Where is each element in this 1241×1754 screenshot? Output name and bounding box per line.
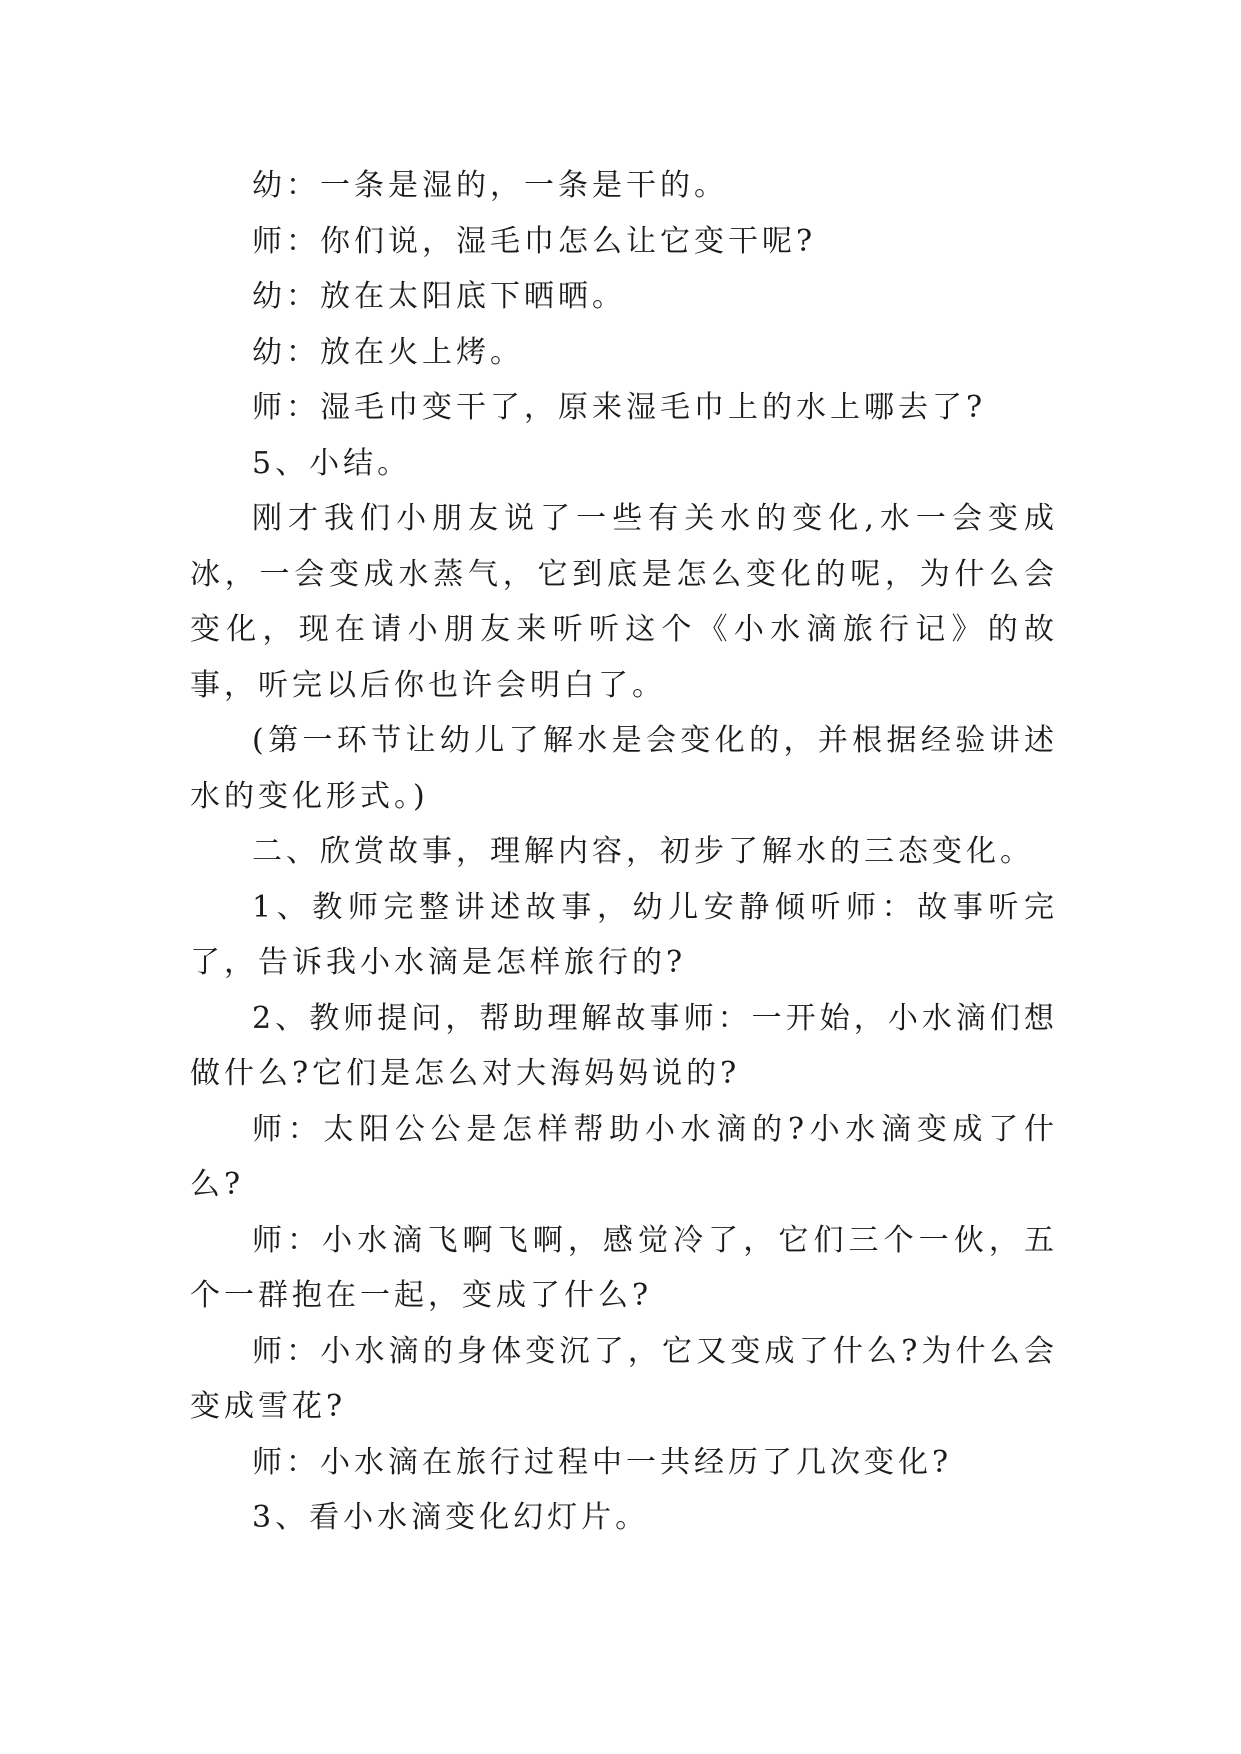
paragraph: 2、教师提问，帮助理解故事师：一开始，小水滴们想做什么?它们是怎么对大海妈妈说的? <box>190 1000 1058 1091</box>
paragraph: 幼：放在太阳底下晒晒。 <box>252 279 626 314</box>
paragraph: 1、教师完整讲述故事，幼儿安静倾听师：故事听完了，告诉我小水滴是怎样旅行的? <box>190 889 1058 980</box>
section-heading: 二、欣赏故事，理解内容，初步了解水的三态变化。 <box>252 834 1034 869</box>
paragraph: 刚才我们小朋友说了一些有关水的变化,水一会变成冰，一会变成水蒸气，它到底是怎么变化的呢，为什么会变化，现在请小朋友来听听这个《小水滴旅行记》的故事，听完以后你也许会明白了。 <box>190 501 1058 703</box>
paragraph: 师：小水滴飞啊飞啊，感觉冷了，它们三个一伙，五个一群抱在一起，变成了什么? <box>190 1222 1058 1313</box>
paragraph: 师：小水滴的身体变沉了，它又变成了什么?为什么会变成雪花? <box>190 1333 1058 1424</box>
paragraph: 师：湿毛巾变干了，原来湿毛巾上的水上哪去了? <box>252 390 987 425</box>
document-body <box>190 158 1058 1546</box>
paragraph: 幼：放在火上烤。 <box>252 334 524 370</box>
paragraph: 师：太阳公公是怎样帮助小水滴的?小水滴变成了什么? <box>190 1111 1058 1202</box>
paragraph: 幼：一条是湿的，一条是干的。 <box>252 168 728 203</box>
section-heading: 3、看小水滴变化幻灯片。 <box>252 1500 650 1535</box>
paragraph: 师：你们说，湿毛巾怎么让它变干呢? <box>252 223 817 259</box>
section-heading: 5、小结。 <box>252 445 412 481</box>
paragraph-note: (第一环节让幼儿了解水是会变化的，并根据经验讲述水的变化形式。) <box>190 723 1058 814</box>
paragraph: 师：小水滴在旅行过程中一共经历了几次变化? <box>252 1444 953 1480</box>
